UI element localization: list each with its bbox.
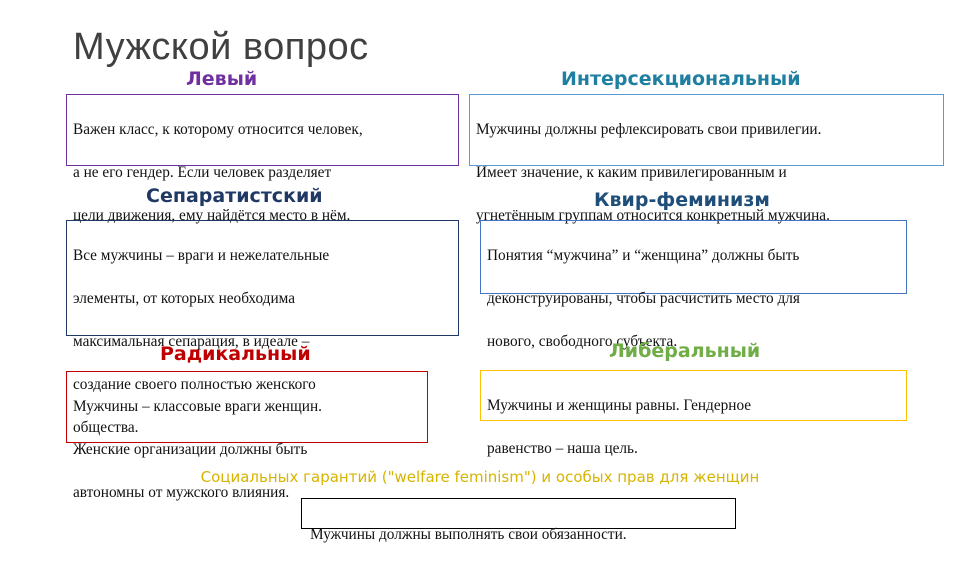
box-separatist-line: Все мужчины – враги и нежелательные xyxy=(73,246,330,264)
box-queer xyxy=(480,220,907,350)
box-liberal-line: Мужчины и женщины равны. Гендерное xyxy=(487,396,752,414)
box-radical-line: Мужчины – классовые враги женщин. xyxy=(73,397,322,415)
heading-radical: Радикальный xyxy=(160,343,311,365)
heading-separatist: Сепаратистский xyxy=(146,185,323,207)
box-separatist-line: элементы, от которых необходима xyxy=(73,289,295,307)
box-welfare-line: Мужчины должны выполнять свои обязанности. xyxy=(310,525,627,543)
box-left-line: цели движения, ему найдётся место в нём. xyxy=(73,206,351,224)
box-intersectional-line: Имеет значение, к каким привилегированным и xyxy=(476,163,787,181)
box-queer-line: деконструированы, чтобы расчистить место для xyxy=(487,289,800,307)
heading-queer: Квир-феминизм xyxy=(594,189,770,211)
slide-title: Мужской вопрос xyxy=(73,26,369,68)
box-queer-line: нового, свободного субъекта. xyxy=(487,332,678,350)
box-welfare xyxy=(301,498,736,543)
box-intersectional-line: Мужчины должны рефлексировать свои привилегии. xyxy=(476,120,822,138)
box-left-line: а не его гендер. Если человек разделяет xyxy=(73,163,332,181)
heading-liberal: Либеральный xyxy=(609,340,761,362)
box-intersectional-line: угнетённым группам относится конкретный мужчина. xyxy=(476,206,830,224)
box-radical-line: Женские организации должны быть xyxy=(73,440,308,458)
box-separatist-line: создание своего полностью женского xyxy=(73,375,316,393)
heading-intersectional: Интерсекциональный xyxy=(561,68,801,90)
box-queer-line: Понятия “мужчина” и “женщина” должны быть xyxy=(487,246,800,264)
box-left-line: Важен класс, к которому относится человек, xyxy=(73,120,363,138)
box-separatist-line: общества. xyxy=(73,418,139,436)
box-liberal-line: равенство – наша цель. xyxy=(487,439,638,457)
heading-welfare: Социальных гарантий ("welfare feminism") и особых прав для женщин xyxy=(200,468,760,486)
heading-left: Левый xyxy=(186,68,258,90)
box-radical-line: автономны от мужского влияния. xyxy=(73,483,290,501)
box-liberal xyxy=(480,370,907,457)
box-radical xyxy=(66,371,428,501)
box-separatist-line: максимальная сепарация, в идеале – xyxy=(73,332,310,350)
